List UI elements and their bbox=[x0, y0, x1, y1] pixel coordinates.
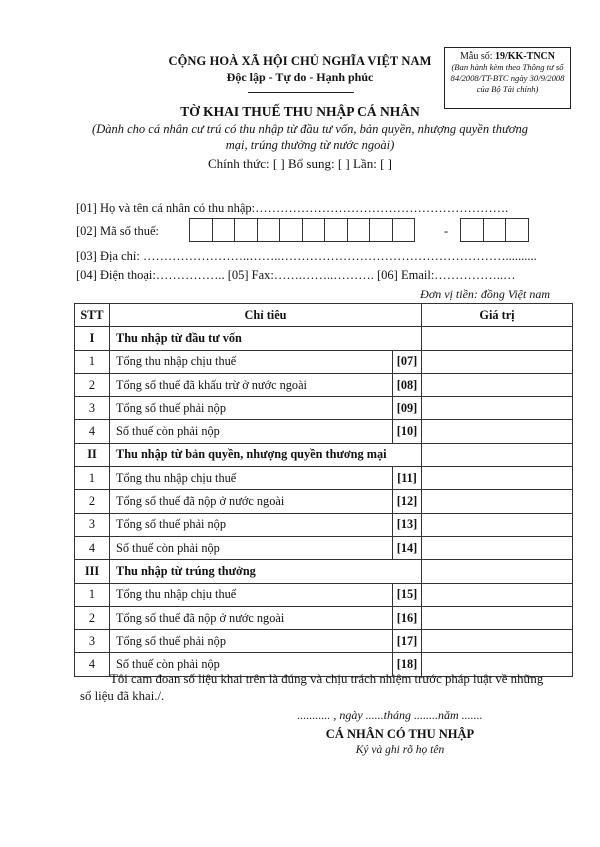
pledge-statement: Tôi cam đoan số liệu khai trên là đúng và chịu trách nhiệm trước pháp luật về những số liệu đã khai./. bbox=[80, 672, 544, 703]
table-row bbox=[75, 513, 573, 536]
row-code: [16] bbox=[393, 606, 422, 629]
row-code: [12] bbox=[393, 490, 422, 513]
table-row bbox=[75, 583, 573, 606]
section-number: I bbox=[75, 327, 110, 350]
row-value-input[interactable] bbox=[422, 373, 573, 396]
section-row bbox=[75, 327, 573, 350]
table-row bbox=[75, 606, 573, 629]
form-subtitle: (Dành cho cá nhân cư trú có thu nhập từ đầu tư vốn, bản quyền, nhượng quyền thương mại, trúng thưởng từ nước ngoài) bbox=[92, 122, 528, 152]
row-value-input[interactable] bbox=[422, 606, 573, 629]
row-code: [08] bbox=[393, 373, 422, 396]
field-04-06-contact[interactable]: [04] Điện thoại:…………….. [05] Fax:…….……..………. [06] Email:……………..… bbox=[76, 268, 516, 282]
tax-code-dash: - bbox=[444, 224, 449, 238]
section-number: III bbox=[75, 560, 110, 583]
field-01-fullname[interactable]: [01] Họ và tên cá nhân có thu nhập:……………………………………………………. bbox=[76, 201, 509, 215]
row-code: [07] bbox=[393, 350, 422, 373]
row-label: Tổng thu nhập chịu thuế bbox=[110, 350, 393, 373]
row-code: [10] bbox=[393, 420, 422, 443]
row-value-input[interactable] bbox=[422, 467, 573, 490]
header-gia-tri: Giá trị bbox=[422, 304, 573, 327]
row-value-input[interactable] bbox=[422, 583, 573, 606]
row-label: Số thuế còn phải nộp bbox=[110, 536, 393, 559]
section-number: II bbox=[75, 443, 110, 466]
row-stt: 2 bbox=[75, 606, 110, 629]
tax-code-cell[interactable] bbox=[234, 218, 258, 242]
tax-code-cell[interactable] bbox=[369, 218, 393, 242]
row-value-input[interactable] bbox=[422, 513, 573, 536]
row-label: Tổng số thuế phải nộp bbox=[110, 397, 393, 420]
row-label: Tổng số thuế đã nộp ở nước ngoài bbox=[110, 490, 393, 513]
table-header-row bbox=[75, 304, 573, 327]
row-stt: 4 bbox=[75, 420, 110, 443]
row-stt: 3 bbox=[75, 630, 110, 653]
tax-code-cell[interactable] bbox=[302, 218, 326, 242]
nation-heading: CỘNG HOÀ XÃ HỘI CHỦ NGHĨA VIỆT NAM bbox=[168, 54, 432, 68]
signature-note: Ký và ghi rõ họ tên bbox=[355, 744, 445, 756]
row-label: Tổng thu nhập chịu thuế bbox=[110, 583, 393, 606]
row-stt: 1 bbox=[75, 467, 110, 490]
currency-note: Đơn vị tiền: đồng Việt nam bbox=[420, 287, 550, 301]
row-label: Tổng thu nhập chịu thuế bbox=[110, 467, 393, 490]
row-stt: 4 bbox=[75, 536, 110, 559]
section-value-cell bbox=[422, 327, 573, 350]
date-line[interactable]: ........... , ngày ......tháng ........năm ....... bbox=[297, 708, 483, 722]
tax-code-cell[interactable] bbox=[257, 218, 281, 242]
section-row bbox=[75, 560, 573, 583]
tax-table bbox=[74, 303, 573, 677]
row-label: Số thuế còn phải nộp bbox=[110, 653, 393, 676]
section-row bbox=[75, 443, 573, 466]
row-value-input[interactable] bbox=[422, 536, 573, 559]
row-label: Tổng số thuế phải nộp bbox=[110, 513, 393, 536]
tax-code-cell[interactable] bbox=[483, 218, 507, 242]
row-stt: 1 bbox=[75, 583, 110, 606]
row-stt: 2 bbox=[75, 373, 110, 396]
tax-code-cell[interactable] bbox=[392, 218, 416, 242]
tax-code-cells-suffix[interactable] bbox=[460, 218, 528, 242]
row-value-input[interactable] bbox=[422, 420, 573, 443]
row-value-input[interactable] bbox=[422, 350, 573, 373]
row-stt: 1 bbox=[75, 350, 110, 373]
row-value-input[interactable] bbox=[422, 490, 573, 513]
row-stt: 3 bbox=[75, 513, 110, 536]
tax-code-cell[interactable] bbox=[324, 218, 348, 242]
table-row bbox=[75, 397, 573, 420]
table-row bbox=[75, 536, 573, 559]
signature-title: CÁ NHÂN CÓ THU NHẬP bbox=[325, 727, 475, 741]
row-code: [17] bbox=[393, 630, 422, 653]
table-row bbox=[75, 630, 573, 653]
tax-code-cell[interactable] bbox=[460, 218, 484, 242]
tax-code-cells-main[interactable] bbox=[189, 218, 414, 242]
form-code-value: 19/KK-TNCN bbox=[495, 51, 555, 62]
field-03-address[interactable]: [03] Địa chỉ: ……………………..……..……………………………………………….......... bbox=[76, 249, 537, 263]
row-code: [15] bbox=[393, 583, 422, 606]
header-stt: STT bbox=[75, 304, 110, 327]
motto: Độc lập - Tự do - Hạnh phúc bbox=[226, 70, 374, 84]
section-title: Thu nhập từ bản quyền, nhượng quyền thương mại bbox=[110, 443, 422, 466]
row-code: [14] bbox=[393, 536, 422, 559]
field-02-label: [02] Mã số thuế: bbox=[76, 224, 159, 238]
row-code: [13] bbox=[393, 513, 422, 536]
row-code: [18] bbox=[393, 653, 422, 676]
form-code-prefix: Mẫu số: bbox=[460, 51, 493, 62]
row-label: Tổng số thuế đã khấu trừ ở nước ngoài bbox=[110, 373, 393, 396]
table-row bbox=[75, 467, 573, 490]
row-code: [11] bbox=[393, 467, 422, 490]
row-value-input[interactable] bbox=[422, 630, 573, 653]
table-row bbox=[75, 420, 573, 443]
tax-code-cell[interactable] bbox=[279, 218, 303, 242]
row-stt: 2 bbox=[75, 490, 110, 513]
row-code: [09] bbox=[393, 397, 422, 420]
motto-underline bbox=[248, 92, 354, 93]
tax-code-cell[interactable] bbox=[189, 218, 213, 242]
form-code-box bbox=[444, 47, 571, 109]
table-row bbox=[75, 490, 573, 513]
tax-code-cell[interactable] bbox=[505, 218, 529, 242]
row-label: Tổng số thuế đã nộp ở nước ngoài bbox=[110, 606, 393, 629]
header-chi-tieu: Chỉ tiêu bbox=[110, 304, 422, 327]
row-stt: 3 bbox=[75, 397, 110, 420]
row-label: Số thuế còn phải nộp bbox=[110, 420, 393, 443]
row-stt: 4 bbox=[75, 653, 110, 676]
table-row bbox=[75, 373, 573, 396]
section-value-cell bbox=[422, 443, 573, 466]
section-title: Thu nhập từ đầu tư vốn bbox=[110, 327, 422, 350]
declaration-status-line: Chính thức: [ ] Bổ sung: [ ] Lần: [ ] bbox=[208, 156, 392, 171]
tax-code-cell[interactable] bbox=[212, 218, 236, 242]
form-code bbox=[445, 51, 570, 62]
section-title: Thu nhập từ trúng thưởng bbox=[110, 560, 422, 583]
row-label: Tổng số thuế phải nộp bbox=[110, 630, 393, 653]
row-value-input[interactable] bbox=[422, 397, 573, 420]
section-value-cell bbox=[422, 560, 573, 583]
table-row bbox=[75, 350, 573, 373]
form-code-note: (Ban hành kèm theo Thông tư số 84/2008/TT-BTC ngày 30/9/2008 của Bộ Tài chính) bbox=[450, 62, 565, 94]
tax-code-cell[interactable] bbox=[347, 218, 371, 242]
form-title: TỜ KHAI THUẾ THU NHẬP CÁ NHÂN bbox=[180, 104, 420, 119]
